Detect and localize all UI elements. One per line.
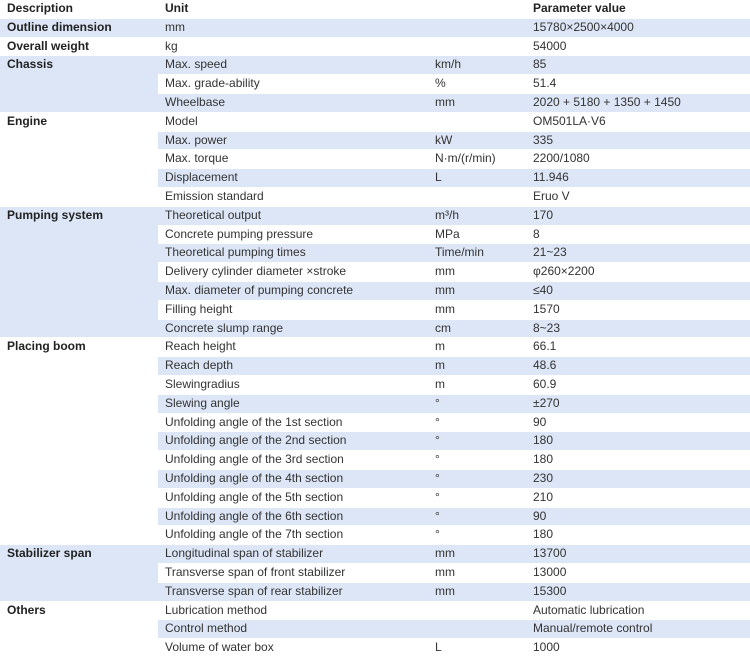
unit-cell [428, 18, 526, 37]
value-cell: OM501LA·V6 [526, 112, 750, 131]
parameter-cell: Unfolding angle of the 1st section [158, 413, 428, 432]
parameter-cell: Displacement [158, 169, 428, 188]
spec-body [0, 18, 750, 657]
value-cell: 90 [526, 507, 750, 526]
group-name: Overall weight [0, 37, 158, 56]
value-cell: 54000 [526, 37, 750, 56]
parameter-cell: Model [158, 112, 428, 131]
unit-cell: L [428, 169, 526, 188]
unit-cell: mm [428, 263, 526, 282]
group-name: Placing boom [0, 338, 158, 545]
unit-cell: Time/min [428, 244, 526, 263]
value-cell: 15780×2500×4000 [526, 18, 750, 37]
group-name: Engine [0, 112, 158, 206]
value-cell: 1000 [526, 639, 750, 658]
parameter-cell: Max. grade-ability [158, 75, 428, 94]
unit-cell: cm [428, 319, 526, 338]
value-cell: 85 [526, 56, 750, 75]
table-row [0, 338, 750, 357]
unit-cell: ° [428, 526, 526, 545]
parameter-cell: Reach height [158, 338, 428, 357]
header-unit: Unit [158, 0, 428, 18]
parameter-cell: Theoretical pumping times [158, 244, 428, 263]
parameter-cell: Unfolding angle of the 7th section [158, 526, 428, 545]
parameter-cell: kg [158, 37, 428, 56]
parameter-cell: Unfolding angle of the 5th section [158, 488, 428, 507]
unit-cell: ° [428, 413, 526, 432]
value-cell: 51.4 [526, 75, 750, 94]
value-cell: 11.946 [526, 169, 750, 188]
value-cell: 180 [526, 526, 750, 545]
unit-cell: mm [428, 545, 526, 564]
parameter-cell: Concrete pumping pressure [158, 225, 428, 244]
unit-cell: ° [428, 488, 526, 507]
unit-cell [428, 620, 526, 639]
unit-cell: m [428, 357, 526, 376]
parameter-cell: Max. speed [158, 56, 428, 75]
unit-cell: mm [428, 582, 526, 601]
unit-cell: MPa [428, 225, 526, 244]
parameter-cell: Emission standard [158, 187, 428, 206]
value-cell: Manual/remote control [526, 620, 750, 639]
value-cell: ≤40 [526, 281, 750, 300]
unit-cell: ° [428, 507, 526, 526]
parameter-cell: Lubrication method [158, 601, 428, 620]
value-cell: 210 [526, 488, 750, 507]
value-cell: 15300 [526, 582, 750, 601]
unit-cell: ° [428, 469, 526, 488]
parameter-cell: Unfolding angle of the 3rd section [158, 451, 428, 470]
unit-cell: ° [428, 432, 526, 451]
value-cell: ±270 [526, 394, 750, 413]
value-cell: 21~23 [526, 244, 750, 263]
table-row [0, 37, 750, 56]
value-cell: 1570 [526, 300, 750, 319]
parameter-cell: Wheelbase [158, 93, 428, 112]
value-cell: 335 [526, 131, 750, 150]
value-cell: 8~23 [526, 319, 750, 338]
parameter-cell: Transverse span of rear stabilizer [158, 582, 428, 601]
parameter-cell: Max. power [158, 131, 428, 150]
table-row [0, 545, 750, 564]
parameter-cell: Theoretical output [158, 206, 428, 225]
parameter-cell: Slewingradius [158, 375, 428, 394]
unit-cell: mm [428, 281, 526, 300]
parameter-cell: Unfolding angle of the 2nd section [158, 432, 428, 451]
parameter-cell: Unfolding angle of the 6th section [158, 507, 428, 526]
parameter-cell: Longitudinal span of stabilizer [158, 545, 428, 564]
unit-cell: m [428, 338, 526, 357]
header-unit-spacer [428, 0, 526, 18]
unit-cell: mm [428, 300, 526, 319]
unit-cell: mm [428, 93, 526, 112]
unit-cell: ° [428, 394, 526, 413]
table-row [0, 18, 750, 37]
table-row [0, 56, 750, 75]
parameter-cell: Slewing angle [158, 394, 428, 413]
header-description: Description [0, 0, 158, 18]
value-cell: 13700 [526, 545, 750, 564]
value-cell: 48.6 [526, 357, 750, 376]
value-cell: 66.1 [526, 338, 750, 357]
unit-cell: ° [428, 451, 526, 470]
unit-cell: N·m/(r/min) [428, 150, 526, 169]
value-cell: 13000 [526, 563, 750, 582]
unit-cell: m³/h [428, 206, 526, 225]
value-cell: 230 [526, 469, 750, 488]
parameter-cell: Delivery cylinder diameter ×stroke [158, 263, 428, 282]
value-cell: 2200/1080 [526, 150, 750, 169]
value-cell: 90 [526, 413, 750, 432]
unit-cell: % [428, 75, 526, 94]
parameter-cell: Transverse span of front stabilizer [158, 563, 428, 582]
unit-cell: kW [428, 131, 526, 150]
parameter-cell: Concrete slump range [158, 319, 428, 338]
unit-cell: km/h [428, 56, 526, 75]
group-name: Outline dimension [0, 18, 158, 37]
group-name: Chassis [0, 56, 158, 112]
parameter-cell: Reach depth [158, 357, 428, 376]
unit-cell: m [428, 375, 526, 394]
parameter-cell: Unfolding angle of the 4th section [158, 469, 428, 488]
value-cell: 180 [526, 432, 750, 451]
unit-cell [428, 187, 526, 206]
header-value: Parameter value [526, 0, 750, 18]
unit-cell: L [428, 639, 526, 658]
parameter-cell: mm [158, 18, 428, 37]
parameter-cell: Max. torque [158, 150, 428, 169]
group-name: Others [0, 601, 158, 657]
table-row [0, 112, 750, 131]
table-row [0, 206, 750, 225]
value-cell: φ260×2200 [526, 263, 750, 282]
table-row [0, 601, 750, 620]
parameter-cell: Filling height [158, 300, 428, 319]
value-cell: 170 [526, 206, 750, 225]
value-cell: 2020 + 5180 + 1350 + 1450 [526, 93, 750, 112]
group-name: Pumping system [0, 206, 158, 338]
value-cell: 60.9 [526, 375, 750, 394]
parameter-cell: Max. diameter of pumping concrete [158, 281, 428, 300]
unit-cell: mm [428, 563, 526, 582]
value-cell: 180 [526, 451, 750, 470]
value-cell: Eruo V [526, 187, 750, 206]
parameter-cell: Control method [158, 620, 428, 639]
parameter-cell: Volume of water box [158, 639, 428, 658]
value-cell: Automatic lubrication [526, 601, 750, 620]
group-name: Stabilizer span [0, 545, 158, 601]
unit-cell [428, 37, 526, 56]
header-row [0, 0, 750, 18]
unit-cell [428, 601, 526, 620]
unit-cell [428, 112, 526, 131]
value-cell: 8 [526, 225, 750, 244]
